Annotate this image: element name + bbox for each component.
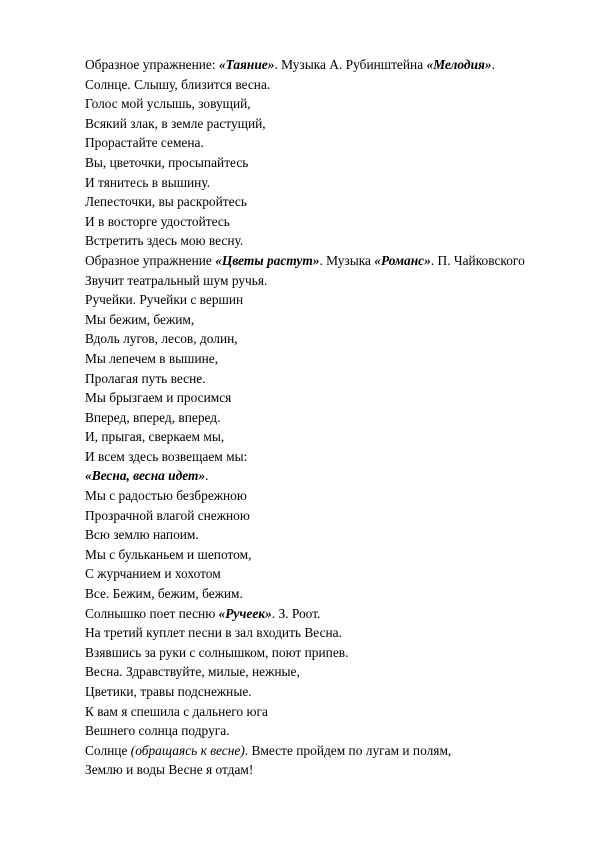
text-line: [85, 55, 575, 75]
text-segment-strong-em: «Весна, весна идет»: [85, 468, 206, 484]
text-line: [85, 662, 575, 682]
text-segment: Всякий злак, в земле растущий,: [85, 115, 266, 131]
text-segment: Вдоль лугов, лесов, долин,: [85, 331, 238, 347]
text-segment: Цветики, травы подснежные.: [85, 684, 252, 699]
text-line: [85, 506, 575, 526]
text-segment: Образное упражнение: [85, 252, 216, 268]
text-segment: . Музыка А. Рубинштейна: [274, 57, 427, 72]
text-segment: На третий куплет песни в зал входить Весна.: [85, 625, 342, 641]
text-line: [85, 623, 575, 643]
text-segment: И в восторге удостойтесь: [85, 213, 230, 229]
text-line: [85, 369, 575, 389]
text-segment: Вешнего солнца подруга.: [85, 723, 230, 739]
text-segment: Мы бежим, бежим,: [85, 311, 195, 327]
text-segment: Вперед, вперед, вперед.: [85, 409, 221, 425]
text-line: [85, 427, 575, 447]
text-segment: Всю землю напоим.: [85, 527, 199, 543]
text-line: [85, 133, 575, 153]
text-segment: . Музыка: [319, 252, 375, 268]
text-segment: .: [491, 57, 495, 72]
text-segment: И, прыгая, сверкаем мы,: [85, 429, 225, 445]
text-segment: Солнце. Слышу, близится весна.: [85, 76, 271, 92]
text-line: [85, 721, 575, 741]
text-segment: Прозрачной влагой снежною: [85, 507, 250, 523]
text-segment: Солнышко поет песню: [85, 605, 219, 621]
text-segment-strong-em: «Мелодия»: [426, 57, 492, 72]
text-segment: Пролагая путь весне.: [85, 370, 206, 386]
text-line: [85, 173, 575, 193]
text-line: [85, 114, 575, 134]
text-segment: И всем здесь возвещаем мы:: [85, 448, 248, 464]
text-line: [85, 251, 575, 271]
text-line: [85, 447, 575, 467]
text-segment: Лепесточки, вы раскройтесь: [85, 194, 247, 210]
text-segment-strong-em: «Цветы растут»: [215, 252, 320, 268]
text-line: [85, 231, 575, 251]
text-segment: Мы с радостью безбрежною: [85, 488, 247, 504]
text-segment: Ручейки. Ручейки с вершин: [85, 292, 244, 308]
text-line: [85, 153, 575, 173]
text-segment: Образное упражнение:: [85, 57, 219, 72]
text-line: [85, 388, 575, 408]
text-line: [85, 94, 575, 114]
text-segment: Мы брызгаем и просимся: [85, 390, 232, 406]
text-segment: . З. Роот.: [271, 605, 321, 621]
text-segment-strong-em: «Ручеек»: [218, 605, 272, 621]
text-segment: Мы лепечем в вышине,: [85, 350, 219, 366]
text-line: [85, 682, 575, 702]
text-line: [85, 349, 575, 369]
text-line: [85, 466, 575, 486]
text-line: [85, 643, 575, 663]
text-line: [85, 290, 575, 310]
text-line: [85, 604, 575, 624]
text-segment: Солнце: [85, 742, 131, 758]
text-line: [85, 584, 575, 604]
text-line: [85, 408, 575, 428]
text-line: [85, 702, 575, 722]
text-segment: И тянитесь в вышину.: [85, 174, 211, 190]
text-line: [85, 545, 575, 565]
text-line: [85, 486, 575, 506]
text-segment: Встретить здесь мою весну.: [85, 233, 244, 249]
text-line: [85, 192, 575, 212]
text-segment-strong-em: «Таяние»: [218, 57, 275, 72]
text-segment-em: (обращаясь к весне): [130, 742, 245, 758]
text-segment: Прорастайте семена.: [85, 135, 204, 151]
text-line: [85, 329, 575, 349]
text-segment: Мы с бульканьем и шепотом,: [85, 546, 252, 562]
text-line: [85, 564, 575, 584]
text-line: [85, 525, 575, 545]
text-segment: . Вместе пройдем по лугам и полям,: [244, 742, 452, 758]
text-line: [85, 310, 575, 330]
text-segment: Звучит театральный шум ручья.: [85, 272, 268, 288]
text-segment: Вы, цветочки, просыпайтесь: [85, 154, 249, 170]
text-line: [85, 271, 575, 291]
text-segment: Взявшись за руки с солнышком, поют припев.: [85, 644, 349, 660]
text-segment: Все. Бежим, бежим, бежим.: [85, 586, 243, 602]
text-line: [85, 212, 575, 232]
text-line: [85, 741, 575, 761]
document-text-body: [85, 55, 575, 780]
text-segment: .: [205, 468, 209, 484]
text-segment: Весна. Здравствуйте, милые, нежные,: [85, 664, 300, 680]
text-line: [85, 75, 575, 95]
text-segment: С журчанием и хохотом: [85, 566, 221, 582]
text-segment: Землю и воды Весне я отдам!: [85, 762, 254, 778]
text-line: [85, 760, 575, 780]
text-segment-strong-em: «Романс»: [374, 252, 431, 268]
text-segment: К вам я спешила с дальнего юга: [85, 703, 268, 719]
text-segment: Голос мой услышь, зовущий,: [85, 96, 251, 112]
text-segment: . П. Чайковского: [430, 252, 525, 268]
